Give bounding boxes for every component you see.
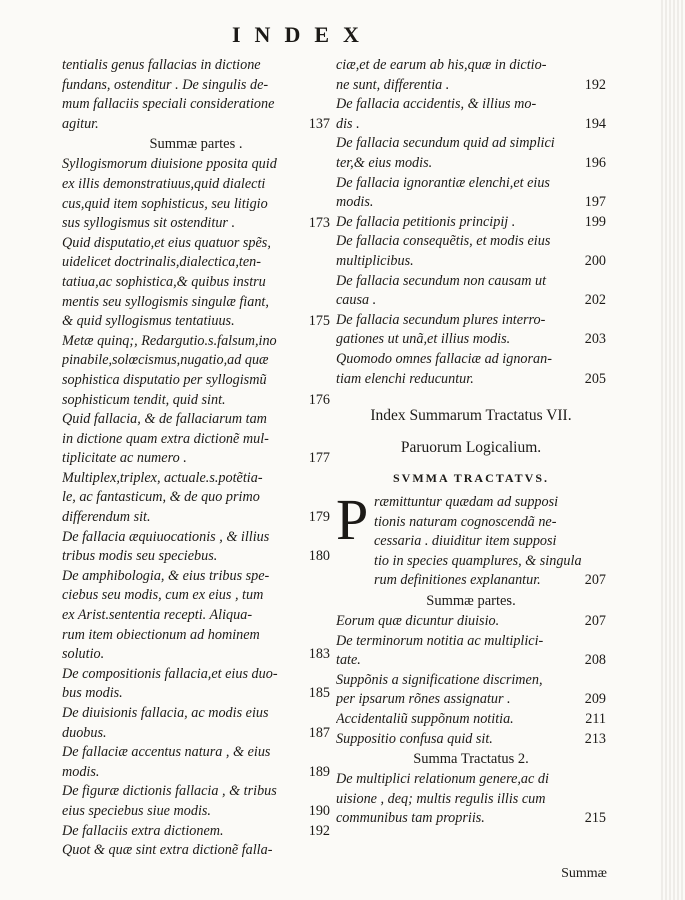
entry-line: ciæ,et de earum ab his,quæ in dictio- bbox=[336, 57, 547, 73]
entry-line: modis. bbox=[62, 763, 100, 780]
entry-line: solutio. bbox=[62, 646, 105, 663]
entry-line: tate. bbox=[336, 652, 361, 669]
entry-line: Metæ quinq;, Redargutio.s.falsum,ino bbox=[62, 332, 277, 349]
summae-partes-heading: Summæ partes . bbox=[149, 136, 243, 153]
right-entries-3 bbox=[336, 770, 606, 829]
entry-line: communibus tam propriis. bbox=[336, 810, 485, 827]
running-header: INDEX bbox=[232, 22, 373, 47]
entry-line: mum fallaciis speciali consideratione bbox=[62, 96, 275, 113]
page-number: 185 bbox=[308, 685, 330, 702]
entry-line: De terminorum notitia ac multiplici- bbox=[336, 632, 544, 649]
entry-line: ter,& eius modis. bbox=[336, 154, 433, 171]
entry-line: De fallaciis extra dictionem. bbox=[62, 822, 224, 839]
page-number: 179 bbox=[308, 509, 330, 526]
entry-line: fundans, ostenditur . De singulis de- bbox=[62, 76, 269, 93]
page-number: 207 bbox=[584, 572, 606, 589]
entry-line: De fallacia ignorantiæ elenchi,et eius bbox=[336, 174, 550, 191]
page-number: 199 bbox=[584, 213, 606, 230]
index-entry bbox=[62, 332, 330, 410]
entry-line: Multiplex,triplex, actuale.s.potẽtia- bbox=[62, 469, 263, 486]
index-entry bbox=[62, 665, 330, 704]
intro-entry bbox=[374, 493, 606, 591]
entry-line: differendum sit. bbox=[62, 509, 151, 526]
index-entry bbox=[336, 232, 606, 271]
index-entry bbox=[62, 410, 330, 469]
page-number: 190 bbox=[308, 802, 330, 819]
summae-partes-heading: Summæ partes. bbox=[426, 593, 516, 610]
page-number: 213 bbox=[584, 730, 606, 747]
entry-line: tio in species quamplures, & singula bbox=[374, 552, 582, 569]
page-number: 207 bbox=[584, 613, 606, 630]
index-entry bbox=[336, 213, 606, 233]
entry-line: sophistica disputatio per syllogismũ bbox=[62, 371, 267, 388]
entry-line: rum definitiones explanantur. bbox=[374, 572, 541, 589]
page-number: 197 bbox=[584, 194, 606, 211]
page-number: 194 bbox=[584, 115, 606, 132]
index-entry bbox=[336, 350, 606, 389]
right-entries bbox=[336, 56, 606, 389]
entry-line: De fallacia secundum non causam ut bbox=[336, 272, 547, 289]
index-entry bbox=[62, 234, 330, 332]
entry-line: De figuræ dictionis fallacia , & tribus bbox=[62, 783, 277, 800]
right-entries-2 bbox=[336, 612, 606, 749]
page-number: 209 bbox=[584, 691, 606, 708]
entry-line: dis . bbox=[336, 115, 360, 132]
page-number: 187 bbox=[308, 724, 330, 741]
entry-line: tionis naturam cognoscendã ne- bbox=[374, 513, 557, 530]
index-entry bbox=[336, 710, 606, 730]
entry-line: Suppõnis a significatione discrimen, bbox=[336, 671, 543, 688]
entry-line: De fallacia petitionis principij . bbox=[336, 213, 516, 230]
entry-line: sophisticum tendit, quid sint. bbox=[62, 391, 226, 408]
entry-line: ex Arist.sententia recepti. Aliqua- bbox=[62, 607, 253, 624]
entry-line: ne sunt, differentia . bbox=[336, 76, 450, 93]
entry-line: tentialis genus fallacias in dictione bbox=[62, 57, 261, 73]
entry-line: tiam elenchi reducuntur. bbox=[336, 370, 474, 387]
page-number: 180 bbox=[308, 548, 330, 565]
entry-line: tiplicitate ac numero . bbox=[62, 450, 187, 467]
entry-line: uisione , deq; multis regulis illis cum bbox=[336, 790, 546, 807]
entry-line: causa . bbox=[336, 292, 377, 309]
page-number: 215 bbox=[584, 810, 606, 827]
entry-line: tatiua,ac sophistica,& quibus instru bbox=[62, 273, 266, 290]
page-number: 183 bbox=[308, 646, 330, 663]
entry-line: De fallaciæ accentus natura , & eius bbox=[62, 744, 271, 761]
index-entry bbox=[336, 612, 606, 632]
page-edge bbox=[661, 0, 685, 900]
entry-line: ciebus seu modis, cum ex eius , tum bbox=[62, 587, 264, 604]
page-number: 177 bbox=[308, 450, 330, 467]
page-number: 192 bbox=[308, 822, 330, 839]
entry-line: gationes ut unã,et illius modis. bbox=[336, 331, 511, 348]
entry-line: modis. bbox=[336, 194, 374, 211]
right-column bbox=[336, 56, 606, 829]
index-entry bbox=[336, 174, 606, 213]
left-column bbox=[62, 56, 330, 861]
intro-paragraph bbox=[336, 487, 606, 591]
entry-line: Suppositio confusa quid sit. bbox=[336, 730, 493, 747]
entry-line: De amphibologia, & eius tribus spe- bbox=[62, 567, 270, 584]
index-entry bbox=[62, 528, 330, 567]
index-entry bbox=[336, 95, 606, 134]
index-entry bbox=[336, 632, 606, 671]
entry-line: Accidentaliũ suppõnum notitia. bbox=[336, 711, 514, 728]
entry-line: Eorum quæ dicuntur diuisio. bbox=[336, 613, 500, 630]
index-entry bbox=[62, 743, 330, 782]
entry-line: Syllogismorum diuisione pposita quid bbox=[62, 156, 277, 173]
index-entry bbox=[336, 134, 606, 173]
index-entry bbox=[336, 770, 606, 829]
entry-line: uidelicet doctrinalis,dialectica,ten- bbox=[62, 254, 261, 271]
entry-line: multiplicibus. bbox=[336, 252, 414, 269]
entry-line: Quid fallacia, & de fallaciarum tam bbox=[62, 411, 267, 428]
index-heading: Index Summarum Tractatus VII. bbox=[370, 407, 572, 425]
page-number: 173 bbox=[308, 215, 330, 232]
page-number: 202 bbox=[584, 292, 606, 309]
index-entry bbox=[62, 782, 330, 821]
entry-line: & quid syllogismus tentatiuus. bbox=[62, 313, 235, 330]
index-entry bbox=[62, 469, 330, 528]
index-entry bbox=[336, 272, 606, 311]
index-entry bbox=[336, 671, 606, 710]
entry-line: sus syllogismus sit ostenditur . bbox=[62, 215, 236, 232]
entry-line: ex illis demonstratiuus,quid dialecti bbox=[62, 175, 266, 192]
page-number: 192 bbox=[584, 76, 606, 93]
entry-line: tribus modis seu speciebus. bbox=[62, 548, 218, 565]
index-entry bbox=[62, 704, 330, 743]
index-entry bbox=[336, 730, 606, 750]
summa-heading: SVMMA TRACTATVS. bbox=[392, 471, 549, 486]
entry-line: cus,quid item sophisticus, seu litigio bbox=[62, 195, 268, 212]
dropcap-letter: P bbox=[336, 487, 369, 553]
entry-line: duobus. bbox=[62, 724, 107, 741]
page-number: 211 bbox=[585, 711, 606, 728]
page-number: 175 bbox=[308, 313, 330, 330]
index-entry bbox=[336, 311, 606, 350]
entry-line: cessaria . diuiditur item supposi bbox=[374, 533, 557, 550]
entry-line: per ipsarum rõnes assignatur . bbox=[336, 691, 511, 708]
index-entry bbox=[62, 155, 330, 233]
parvorum-heading: Paruorum Logicalium. bbox=[400, 439, 542, 457]
entry-line: De diuisionis fallacia, ac modis eius bbox=[62, 705, 269, 721]
page-number: 205 bbox=[584, 370, 606, 387]
summa2-heading: Summa Tractatus 2. bbox=[413, 751, 529, 768]
entry-line: Quot & quæ sint extra dictionẽ falla- bbox=[62, 842, 273, 859]
page-number: 203 bbox=[584, 331, 606, 348]
index-entry bbox=[62, 56, 330, 134]
entry-line: ræmittuntur quædam ad supposi bbox=[374, 494, 559, 511]
entry-line: le, ac fantasticum, & de quo primo bbox=[62, 489, 260, 506]
index-entry bbox=[62, 841, 330, 861]
page-number: 137 bbox=[308, 115, 330, 132]
entry-line: De fallacia secundum plures interro- bbox=[336, 311, 546, 328]
entry-line: De fallacia secundum quid ad simplici bbox=[336, 135, 555, 152]
index-entry bbox=[336, 56, 606, 95]
page-number: 200 bbox=[584, 252, 606, 269]
entry-line: Quid disputatio,et eius quatuor spẽs, bbox=[62, 234, 271, 251]
entry-line: pinabile,solœcismus,nugatio,ad quæ bbox=[62, 352, 269, 369]
page-number: 176 bbox=[308, 391, 330, 408]
entry-line: in dictione quam extra dictionẽ mul- bbox=[62, 430, 269, 447]
catchword: Summæ bbox=[561, 866, 607, 881]
page-number: 208 bbox=[584, 652, 606, 669]
entry-line: mentis seu syllogismis singulæ fiant, bbox=[62, 293, 269, 310]
entry-line: De fallacia consequẽtis, et modis eius bbox=[336, 233, 551, 250]
entry-line: De multiplici relationum genere,ac di bbox=[336, 771, 549, 788]
entry-line: De fallacia accidentis, & illius mo- bbox=[336, 96, 537, 113]
page-number: 196 bbox=[584, 154, 606, 171]
page-number: 189 bbox=[308, 763, 330, 780]
entry-line: Quomodo omnes fallaciæ ad ignoran- bbox=[336, 350, 552, 367]
index-entry bbox=[62, 822, 330, 842]
entry-line: De fallacia æquiuocationis , & illius bbox=[62, 528, 270, 545]
entry-line: rum item obiectionum ad hominem bbox=[62, 626, 260, 643]
entry-line: agitur. bbox=[62, 115, 99, 132]
entry-line: bus modis. bbox=[62, 685, 123, 702]
index-entry bbox=[62, 567, 330, 665]
entry-line: eius speciebus siue modis. bbox=[62, 802, 211, 819]
entry-line: De compositionis fallacia,et eius duo- bbox=[62, 665, 278, 682]
